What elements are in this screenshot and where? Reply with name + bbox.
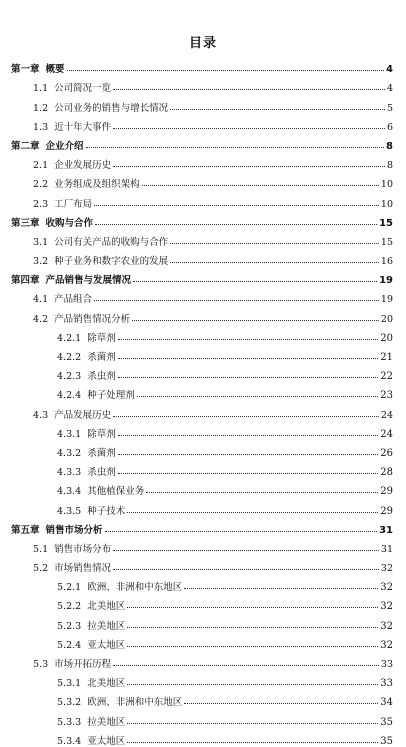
- toc-entry[interactable]: [0, 497, 406, 516]
- toc-entry-number: 3.2: [33, 256, 49, 268]
- toc-entry[interactable]: [0, 536, 406, 555]
- toc-entry-page: 26: [380, 447, 393, 459]
- toc-entry-number: 4.3.3: [57, 467, 82, 479]
- toc-entry-page: 32: [380, 582, 393, 594]
- dot-leader: [137, 396, 379, 397]
- toc-entry-page: 31: [380, 543, 393, 555]
- toc-entry-page: 15: [380, 236, 393, 248]
- toc-entry-page: 35: [380, 716, 393, 728]
- toc-entry[interactable]: [0, 190, 406, 209]
- toc-entry-page: 16: [380, 256, 393, 268]
- toc-entry-number: 2.1: [33, 160, 49, 172]
- toc-entry-title: 其他植保业务: [87, 486, 145, 498]
- toc-entry[interactable]: [0, 363, 406, 382]
- toc-entry-title: 概要: [45, 64, 65, 76]
- toc-entry-number: 1.2: [33, 102, 49, 114]
- toc-entry-title: 销售市场分布: [54, 543, 112, 555]
- toc-entry-number: 1.1: [33, 83, 49, 95]
- toc-entry-number: 4.2.1: [57, 332, 82, 344]
- toc-entry-page: 24: [380, 428, 393, 440]
- dot-leader: [118, 454, 379, 455]
- toc-entry[interactable]: [0, 401, 406, 420]
- toc-entry[interactable]: [0, 612, 406, 631]
- toc-entry[interactable]: [0, 344, 406, 363]
- dot-leader: [113, 166, 385, 167]
- toc-entry-number: 5.2.4: [57, 639, 82, 651]
- toc-entry-title: 公司简况一览: [54, 83, 112, 95]
- toc-entry[interactable]: [0, 75, 406, 94]
- toc-entry-number: 5.3.3: [57, 716, 82, 728]
- toc-entry[interactable]: [0, 632, 406, 651]
- dot-leader: [170, 109, 385, 110]
- toc-entry-number: 第四章: [11, 275, 40, 287]
- toc-entry[interactable]: [0, 152, 406, 171]
- dot-leader: [184, 588, 378, 589]
- toc-entry[interactable]: [0, 229, 406, 248]
- dot-leader: [132, 320, 379, 321]
- toc-entry-title: 工厂布局: [54, 198, 93, 210]
- toc-entry-number: 4.3.5: [57, 505, 82, 517]
- dot-leader: [127, 627, 378, 628]
- dot-leader: [94, 205, 379, 206]
- toc-entry-page: 33: [380, 659, 393, 670]
- toc-entry-title: 种子业务和数字农业的发展: [54, 256, 169, 268]
- toc-entry-title: 杀虫剂: [87, 467, 116, 479]
- toc-entry-number: 4.2.4: [57, 390, 82, 402]
- toc-entry-page: 21: [380, 352, 393, 363]
- toc-entry-title: 产品组合: [54, 294, 93, 306]
- toc-entry-number: 2.2: [33, 179, 49, 191]
- dot-leader: [146, 492, 378, 493]
- toc-entry-title: 企业介绍: [45, 140, 84, 152]
- toc-entry-title: 公司业务的销售与增长情况: [54, 102, 169, 114]
- toc-entry-page: 33: [380, 678, 393, 690]
- dot-leader: [127, 742, 378, 743]
- toc-entry-title: 公司有关产品的收购与合作: [54, 236, 169, 248]
- toc-entry[interactable]: [0, 651, 406, 670]
- toc-entry-page: 23: [380, 390, 393, 402]
- toc-entry[interactable]: [0, 421, 406, 440]
- dot-leader: [142, 185, 379, 186]
- dot-leader: [113, 128, 385, 129]
- toc-entry-page: 5: [386, 102, 393, 114]
- toc-entry-title: 市场销售情况: [54, 563, 112, 575]
- dot-leader: [127, 684, 378, 685]
- dot-leader: [127, 723, 378, 724]
- toc-entry-page: 32: [380, 620, 393, 632]
- toc-entry-number: 5.3.1: [57, 678, 82, 690]
- toc-entry[interactable]: [0, 286, 406, 305]
- toc-entry-title: 种子处理剂: [87, 390, 135, 402]
- toc-entry-page: 8: [386, 160, 393, 172]
- toc-title: 目录: [188, 36, 217, 51]
- toc-entry[interactable]: [0, 94, 406, 113]
- toc-entry-title: 近十年大事件: [54, 121, 112, 133]
- toc-entry[interactable]: [0, 210, 406, 229]
- toc-entry-number: 4.2: [33, 313, 49, 325]
- dot-leader: [113, 569, 379, 570]
- toc-entry-title: 杀虫剂: [87, 371, 116, 383]
- dot-leader: [170, 262, 379, 263]
- dot-leader: [113, 416, 379, 417]
- dot-leader: [118, 339, 379, 340]
- toc-entry[interactable]: [0, 459, 406, 478]
- toc-entry-page: 20: [380, 332, 393, 344]
- toc-entry-title: 企业发展历史: [54, 160, 112, 172]
- toc-entry-title: 亚太地区: [87, 735, 126, 747]
- toc-entry-title: 欧洲、非洲和中东地区: [87, 582, 183, 594]
- toc-entry[interactable]: [0, 593, 406, 612]
- toc-entry-number: 5.2.1: [57, 582, 82, 594]
- toc-entry[interactable]: [0, 267, 406, 286]
- toc-entry-number: 5.3.2: [57, 697, 82, 709]
- toc-entry-page: 4: [386, 83, 393, 95]
- toc-entry[interactable]: [0, 114, 406, 133]
- toc-entry-number: 第二章: [11, 140, 40, 152]
- toc-entry-title: 除草剂: [87, 428, 116, 440]
- toc-entry-page: 29: [380, 486, 393, 498]
- toc-entry-page: 32: [380, 639, 393, 651]
- toc-entry-number: 5.2.2: [57, 601, 82, 613]
- toc-entry-number: 4.3.1: [57, 428, 82, 440]
- toc-entry-title: 产品发展历史: [54, 409, 112, 421]
- dot-leader: [105, 531, 378, 532]
- toc-entry-number: 5.2: [33, 563, 49, 575]
- toc-entry-title: 杀菌剂: [87, 352, 116, 363]
- toc-entry-number: 5.2.3: [57, 620, 82, 632]
- toc-entry[interactable]: [0, 517, 406, 536]
- toc-entry-page: 10: [380, 179, 393, 191]
- dot-leader: [113, 89, 385, 90]
- dot-leader: [118, 473, 379, 474]
- toc-entry[interactable]: [0, 248, 406, 267]
- toc-entry-page: 22: [380, 371, 393, 383]
- toc-entry-title: 杀菌剂: [87, 447, 116, 459]
- toc-entry-number: 2.3: [33, 198, 49, 210]
- toc-entry-page: 10: [380, 198, 393, 210]
- toc-entry-page: 32: [380, 563, 393, 575]
- toc-entry-number: 4.2.3: [57, 371, 82, 383]
- toc-entry-page: 8: [386, 140, 393, 152]
- toc-entry-number: 4.2.2: [57, 352, 82, 363]
- toc-entry-number: 4.3.2: [57, 447, 82, 459]
- dot-leader: [127, 607, 378, 608]
- toc-entry-page: 15: [379, 217, 393, 229]
- toc-entry[interactable]: [0, 670, 406, 689]
- toc-entry[interactable]: [0, 133, 406, 152]
- toc-entry-title: 种子技术: [87, 505, 126, 517]
- toc-entry-page: 4: [386, 64, 393, 76]
- dot-leader: [118, 377, 379, 378]
- toc-entry-number: 3.1: [33, 236, 49, 248]
- toc-entry[interactable]: [0, 689, 406, 708]
- toc-entry[interactable]: [0, 171, 406, 190]
- toc-entry[interactable]: [0, 574, 406, 593]
- toc-entry-page: 19: [380, 294, 393, 306]
- toc-entry-number: 第五章: [11, 524, 40, 536]
- toc-entry-number: 5.1: [33, 543, 49, 555]
- dot-leader: [94, 300, 379, 301]
- toc-entry-number: 4.3.4: [57, 486, 82, 498]
- dot-leader: [95, 224, 377, 225]
- toc-entry-page: 32: [380, 601, 393, 613]
- toc-entry[interactable]: [0, 708, 406, 727]
- toc-entry[interactable]: [0, 555, 406, 574]
- toc-entry-title: 亚太地区: [87, 639, 126, 651]
- toc-entry-page: 24: [380, 409, 393, 421]
- toc-entry[interactable]: [0, 56, 406, 75]
- toc-entry-title: 销售市场分析: [45, 524, 103, 536]
- toc-entry-number: 第一章: [11, 64, 40, 76]
- toc-entry-page: 20: [380, 313, 393, 325]
- dot-leader: [86, 147, 385, 148]
- toc-entry-title: 拉美地区: [87, 716, 126, 728]
- toc-entry-title: 产品销售与发展情况: [45, 275, 132, 287]
- dot-leader: [67, 70, 385, 71]
- toc-entry-title: 北美地区: [87, 601, 126, 613]
- toc-entry-page: 19: [379, 275, 393, 287]
- dot-leader: [184, 703, 378, 704]
- toc-entry-number: 5.3: [33, 659, 49, 670]
- dot-leader: [127, 646, 378, 647]
- toc-entry[interactable]: [0, 728, 406, 747]
- toc-entry-number: 5.3.4: [57, 735, 82, 747]
- toc-entry-page: 31: [379, 524, 393, 536]
- toc-entry-page: 28: [380, 467, 393, 479]
- toc-entry-page: 35: [380, 735, 393, 747]
- toc-entry-title: 收购与合作: [45, 217, 94, 229]
- toc-entry-title: 产品销售情况分析: [54, 313, 131, 325]
- toc-entry-title: 业务组成及组织架构: [54, 179, 140, 191]
- dot-leader: [113, 550, 379, 551]
- toc-entry-title: 北美地区: [87, 678, 126, 690]
- toc-entry-number: 4.1: [33, 294, 49, 306]
- dot-leader: [170, 243, 379, 244]
- toc-entry-title: 除草剂: [87, 332, 116, 344]
- toc-entry[interactable]: [0, 382, 406, 401]
- toc-list: [0, 56, 406, 747]
- toc-entry[interactable]: [0, 325, 406, 344]
- dot-leader: [118, 358, 379, 359]
- toc-entry-title: 拉美地区: [87, 620, 126, 632]
- dot-leader: [113, 665, 379, 666]
- toc-entry-number: 第三章: [11, 217, 40, 229]
- dot-leader: [127, 512, 378, 513]
- toc-entry[interactable]: [0, 305, 406, 324]
- toc-entry-page: 29: [380, 505, 393, 517]
- toc-entry[interactable]: [0, 440, 406, 459]
- toc-entry-title: 市场开拓历程: [54, 659, 112, 670]
- toc-entry-page: 34: [380, 697, 393, 709]
- toc-entry-title: 欧洲、非洲和中东地区: [87, 697, 183, 709]
- toc-entry[interactable]: [0, 478, 406, 497]
- toc-entry-page: 6: [386, 121, 393, 133]
- dot-leader: [118, 435, 379, 436]
- toc-entry-number: 4.3: [33, 409, 49, 421]
- dot-leader: [133, 281, 377, 282]
- toc-entry-number: 1.3: [33, 121, 49, 133]
